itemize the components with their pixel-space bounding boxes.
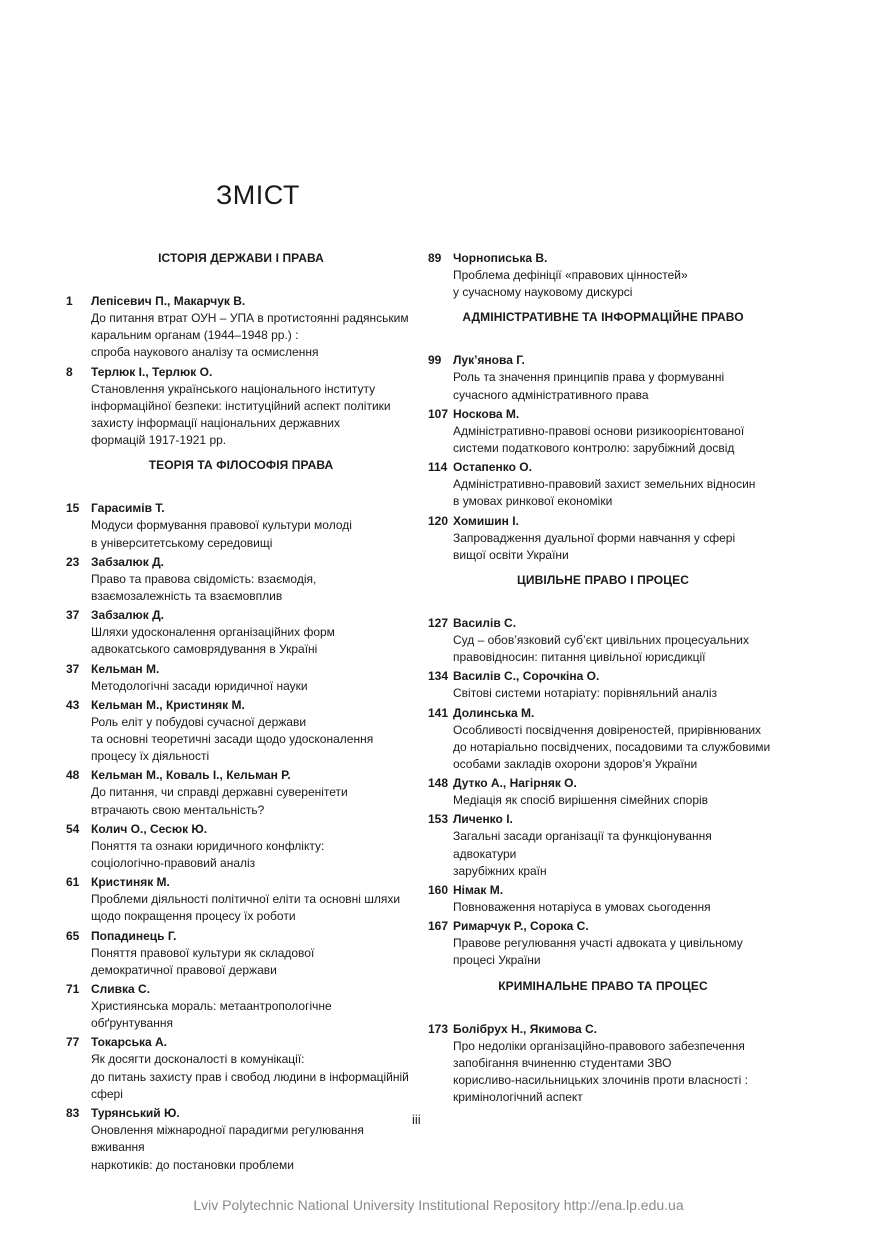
- entry-title-line: в університетському середовищі: [91, 535, 273, 550]
- entry-title-line: Шляхи удосконалення організаційних форм: [91, 625, 335, 640]
- entry-authors: Болібрух Н., Якимова С.: [453, 1021, 597, 1036]
- entry-authors: Німак М.: [453, 883, 504, 898]
- entry-page-number: 148: [428, 776, 449, 791]
- toc-left-column: [66, 250, 416, 1176]
- entry-title-line: спроба наукового аналізу та осмислення: [91, 345, 319, 360]
- entry-authors: Римарчук Р., Сорока С.: [453, 919, 589, 934]
- toc-entry[interactable]: [428, 250, 778, 301]
- entry-page-number: 23: [66, 554, 80, 569]
- toc-entry[interactable]: [66, 500, 416, 551]
- entry-title-line: Проблема дефініції «правових цінностей»: [453, 268, 688, 282]
- entry-title-line: Становлення українського національного інституту: [91, 381, 376, 396]
- toc-entry[interactable]: [66, 1034, 416, 1103]
- entry-title-line: Оновлення міжнародної парадигми регулювання вживання: [91, 1123, 364, 1155]
- entry-authors: Кристиняк М.: [91, 875, 170, 890]
- toc-entry[interactable]: [66, 928, 416, 979]
- repository-footer: Lviv Polytechnic National University Institutional Repository http://ena.lp.edu.ua: [193, 1197, 684, 1213]
- entry-page-number: 43: [66, 697, 80, 712]
- entry-title-line: Адміністративно-правові основи ризикоорієнтованої: [453, 423, 745, 438]
- toc-entry[interactable]: [428, 705, 778, 774]
- entry-page-number: 134: [428, 669, 449, 684]
- entry-title-line: Поняття та ознаки юридичного конфлікту:: [91, 838, 325, 853]
- entry-title-line: соціологічно-правовий аналіз: [91, 856, 256, 871]
- entry-page-number: 8: [66, 364, 73, 379]
- entry-page-number: 61: [66, 875, 80, 890]
- entry-page-number: 37: [66, 608, 80, 623]
- entry-page-number: 71: [66, 982, 80, 997]
- entry-page-number: 173: [428, 1021, 449, 1036]
- entry-authors: Кельман М., Кристиняк М.: [91, 697, 245, 712]
- entry-title-line: в умовах ринкової економіки: [453, 494, 613, 509]
- entry-title-line: Про недоліки організаційно-правового забезпечення: [453, 1038, 745, 1053]
- entry-title-line: адвокатського самоврядування в Україні: [91, 642, 318, 657]
- section-heading: ТЕОРІЯ ТА ФІЛОСОФІЯ ПРАВА: [148, 458, 334, 473]
- entry-title-line: особами закладів охорони здоров’я України: [453, 757, 698, 772]
- entry-authors: Попадинець Г.: [91, 928, 177, 943]
- entry-title-line: до питань захисту прав і свобод людини в інформаційній сфері: [91, 1069, 409, 1101]
- entry-title-line: Методологічні засади юридичної науки: [91, 678, 308, 693]
- page-title: ЗМІСТ: [216, 180, 300, 210]
- toc-entry[interactable]: [66, 874, 416, 925]
- section-heading: ЦИВІЛЬНЕ ПРАВО І ПРОЦЕС: [517, 573, 689, 588]
- entry-title-line: правовідносин: питання цивільної юрисдикції: [453, 650, 706, 665]
- entry-title-line: Роль та значення принципів права у формуванні: [453, 370, 725, 385]
- entry-title-line: До питання, чи справді державні суверенітети: [91, 785, 348, 800]
- toc-entry[interactable]: [66, 364, 416, 450]
- entry-page-number: 167: [428, 919, 449, 934]
- entry-authors: Забзалюк Д.: [91, 554, 165, 569]
- toc-entry[interactable]: [66, 1105, 416, 1174]
- entry-title-line: вищої освіти України: [453, 547, 569, 562]
- entry-title-line: демократичної правової держави: [91, 962, 277, 977]
- toc-entry[interactable]: [428, 775, 778, 809]
- entry-page-number: 114: [428, 460, 448, 475]
- entry-authors: Терлюк І., Терлюк О.: [91, 364, 213, 379]
- entry-title-line: сучасного адміністративного права: [453, 387, 649, 402]
- entry-title-line: До питання втрат ОУН – УПА в протистоянні радянським: [91, 311, 409, 325]
- toc-entry[interactable]: [428, 615, 778, 666]
- entry-authors: Турянський Ю.: [91, 1106, 180, 1121]
- entry-authors: Забзалюк Д.: [91, 608, 165, 623]
- entry-page-number: 120: [428, 513, 449, 528]
- entry-title-line: Християнська мораль: метаантропологічне обґрунтування: [91, 999, 332, 1031]
- entry-authors: Личенко І.: [453, 812, 513, 827]
- entry-authors: Кельман М.: [91, 661, 160, 676]
- entry-page-number: 65: [66, 928, 80, 943]
- entry-authors: Чорнописька В.: [453, 251, 548, 265]
- entry-title-line: Модуси формування правової культури молоді: [91, 518, 352, 533]
- entry-page-number: 54: [66, 821, 80, 836]
- entry-title-line: формацій 1917-1921 рр.: [91, 433, 227, 448]
- page-number: iii: [412, 1112, 421, 1127]
- entry-title-line: взаємозалежність та взаємовплив: [91, 589, 283, 604]
- entry-title-line: Право та правова свідомість: взаємодія,: [91, 571, 317, 586]
- toc-entry[interactable]: [66, 554, 416, 605]
- entry-authors: Василів С., Сорочкіна О.: [453, 669, 600, 684]
- entry-title-line: Як досягти досконалості в комунікації:: [91, 1052, 305, 1067]
- entry-title-line: захисту інформації національних державних: [91, 416, 340, 431]
- entry-title-line: Проблеми діяльності політичної еліти та основні шляхи: [91, 892, 401, 907]
- entry-title-line: Особливості посвідчення довіреностей, прирівнюваних: [453, 722, 762, 737]
- entry-page-number: 141: [428, 705, 449, 720]
- entry-authors: Остапенко О.: [453, 460, 532, 475]
- entry-title-line: втрачають свою ментальність?: [91, 802, 265, 817]
- entry-title-line: Запровадження дуальної форми навчання у сфері: [453, 530, 736, 545]
- entry-title-line: щодо покращення процесу їх роботи: [91, 909, 296, 924]
- entry-page-number: 160: [428, 883, 449, 898]
- entry-page-number: 99: [428, 353, 442, 368]
- entry-authors: Токарська А.: [91, 1035, 167, 1050]
- entry-title-line: Медіація як спосіб вирішення сімейних спорів: [453, 793, 709, 808]
- entry-title-line: Роль еліт у побудові сучасної держави: [91, 714, 307, 729]
- entry-authors: Лук’янова Г.: [453, 353, 525, 368]
- entry-authors: Носкова М.: [453, 406, 520, 421]
- section-heading: АДМІНІСТРАТИВНЕ ТА ІНФОРМАЦІЙНЕ ПРАВО: [462, 310, 744, 325]
- entry-authors: Кельман М., Коваль І., Кельман Р.: [91, 768, 291, 783]
- entry-title-line: Адміністративно-правовий захист земельних відносин: [453, 477, 756, 492]
- entry-authors: Лепісевич П., Макарчук В.: [91, 294, 246, 308]
- toc-entry[interactable]: [66, 981, 416, 1032]
- entry-authors: Гарасимів Т.: [91, 501, 165, 516]
- toc-entry[interactable]: [66, 767, 416, 818]
- entry-title-line: процесу їх діяльності: [91, 749, 210, 764]
- entry-title-line: наркотиків: до постановки проблеми: [91, 1157, 294, 1172]
- entry-title-line: Поняття правової культури як складової: [91, 945, 315, 960]
- toc-entry[interactable]: [428, 352, 778, 403]
- entry-title-line: Загальні засади організації та функціонування адвокатури: [453, 829, 712, 861]
- section-heading: КРИМІНАЛЬНЕ ПРАВО ТА ПРОЦЕС: [498, 978, 708, 993]
- entry-authors: Долинська М.: [453, 705, 535, 720]
- section-heading: ІСТОРІЯ ДЕРЖАВИ І ПРАВА: [158, 251, 324, 265]
- entry-title-line: Правове регулювання участі адвоката у цивільному: [453, 936, 743, 951]
- entry-page-number: 83: [66, 1106, 80, 1121]
- toc-entry[interactable]: [428, 513, 778, 564]
- entry-page-number: 77: [66, 1035, 80, 1050]
- entry-title-line: у сучасному науковому дискурсі: [453, 285, 633, 300]
- entry-title-line: зарубіжних країн: [453, 863, 547, 878]
- entry-page-number: 107: [428, 406, 449, 421]
- entry-page-number: 48: [66, 768, 80, 783]
- toc-entry[interactable]: [428, 811, 778, 880]
- entry-title-line: інформаційної безпеки: інституційний аспект політики: [91, 398, 391, 413]
- toc-entry[interactable]: [428, 1021, 778, 1107]
- entry-page-number: 153: [428, 812, 449, 827]
- entry-authors: Сливка С.: [91, 982, 151, 997]
- entry-title-line: Повноваження нотаріуса в умовах сьогодення: [453, 900, 711, 915]
- entry-title-line: корисливо-насильницьких злочинів проти власності :: [453, 1073, 748, 1088]
- toc-entry[interactable]: [428, 406, 778, 457]
- toc-entry[interactable]: [66, 661, 416, 695]
- toc-entry[interactable]: [428, 459, 778, 510]
- entry-page-number: 15: [66, 501, 80, 516]
- entry-page-number: 89: [428, 251, 442, 265]
- entry-title-line: Суд – обов’язковий суб’єкт цивільних процесуальних: [453, 633, 749, 648]
- entry-title-line: каральним органам (1944–1948 рр.) :: [91, 328, 299, 343]
- toc-entry[interactable]: [66, 607, 416, 658]
- entry-page-number: 127: [428, 616, 449, 631]
- toc-entry[interactable]: [428, 882, 778, 916]
- toc-entry[interactable]: [66, 697, 416, 766]
- entry-authors: Хомишин І.: [453, 513, 519, 528]
- toc-entry[interactable]: [66, 821, 416, 872]
- toc-entry[interactable]: [428, 668, 778, 702]
- entry-authors: Василів С.: [453, 616, 517, 631]
- toc-entry[interactable]: [428, 918, 778, 969]
- entry-title-line: та основні теоретичні засади щодо удосконалення: [91, 732, 374, 747]
- entry-page-number: 1: [66, 294, 73, 308]
- entry-title-line: до нотаріально посвідчених, посадовими та службовими: [453, 739, 771, 754]
- entry-title-line: системи податкового контролю: зарубіжний досвід: [453, 441, 735, 456]
- entry-title-line: запобігання вчиненню студентами ЗВО: [453, 1055, 672, 1070]
- entry-authors: Дутко А., Нагірняк О.: [453, 776, 577, 791]
- entry-title-line: Світові системи нотаріату: порівняльний аналіз: [453, 686, 718, 701]
- entry-authors: Колич О., Сесюк Ю.: [91, 821, 208, 836]
- entry-title-line: кримінологічний аспект: [453, 1090, 583, 1105]
- toc-entry[interactable]: [66, 293, 416, 362]
- entry-page-number: 37: [66, 661, 80, 676]
- toc-right-column: [428, 250, 778, 1108]
- entry-title-line: процесі України: [453, 953, 541, 968]
